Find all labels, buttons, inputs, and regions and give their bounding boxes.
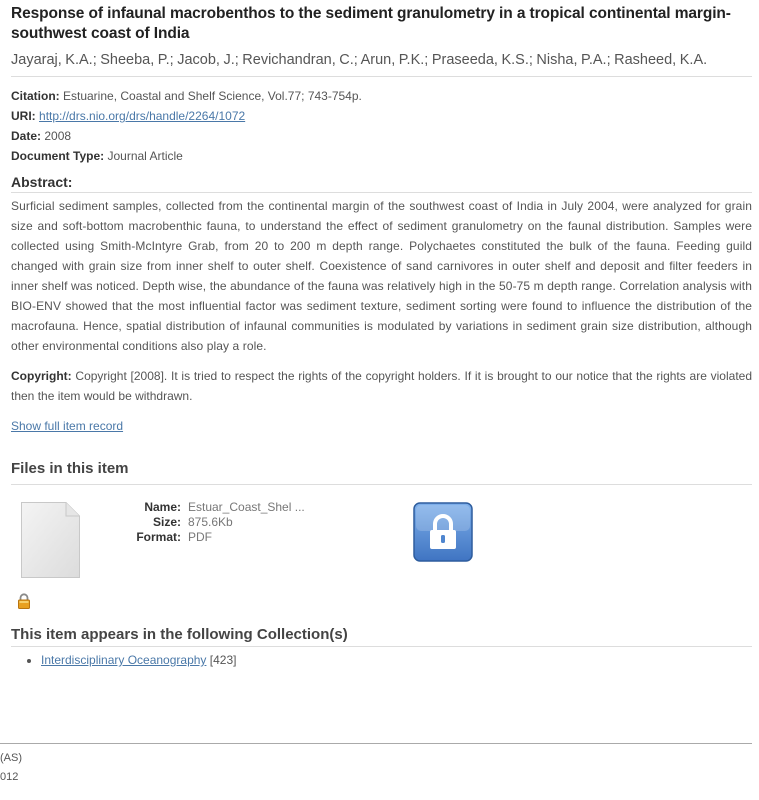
copyright-text: Copyright [2008]. It is tried to respect the rights of the copyright holders. If it is brought to our notice that the rights are violated then the item would be withdrawn.	[11, 369, 752, 403]
collections-section	[11, 625, 752, 670]
citation-row	[11, 86, 752, 106]
full-record-row	[11, 416, 752, 436]
doctype-value: Journal Article	[107, 149, 183, 163]
file-format-row	[126, 530, 305, 545]
doctype-row	[11, 146, 752, 166]
item-authors: Jayaraj, K.A.; Sheeba, P.; Jacob, J.; Revichandran, C.; Arun, P.K.; Praseeda, K.S.; Nisha, P.A.; Rasheed, K.A.	[11, 52, 708, 68]
uri-label: URI:	[11, 109, 36, 123]
item-metadata	[11, 86, 752, 166]
files-heading: Files in this item	[11, 460, 129, 477]
copyright-label: Copyright:	[11, 369, 72, 383]
footer-divider	[0, 743, 752, 744]
file-format-value: PDF	[188, 530, 212, 544]
file-format-label: Format:	[136, 530, 181, 544]
access-restricted-icon[interactable]	[413, 502, 473, 562]
footer-line-1: (AS)	[0, 752, 22, 764]
divider	[11, 76, 752, 77]
citation-label: Citation:	[11, 89, 60, 103]
files-section	[11, 485, 752, 625]
file-name-value: Estuar_Coast_Shel ...	[188, 500, 305, 514]
date-row	[11, 126, 752, 146]
item-page	[11, 0, 752, 670]
padlock-icon	[16, 593, 32, 609]
file-size-value: 875.6Kb	[188, 515, 233, 529]
file-size-label: Size:	[152, 515, 181, 529]
file-size-row	[126, 515, 305, 530]
abstract-heading: Abstract:	[11, 174, 73, 190]
document-thumbnail-icon[interactable]	[21, 502, 80, 578]
file-name-label: Name:	[144, 500, 181, 514]
date-label: Date:	[11, 129, 42, 143]
list-item	[41, 650, 752, 670]
collection-count: [423]	[209, 653, 237, 667]
show-full-record-link[interactable]: Show full item record	[11, 419, 124, 433]
divider	[11, 646, 752, 647]
uri-link[interactable]: http://drs.nio.org/drs/handle/2264/1072	[39, 109, 246, 123]
item-title: Response of infaunal macrobenthos to the sediment granulometry in a tropical continental margin-southwest coast of India	[11, 5, 731, 42]
footer-line-2: 012	[0, 771, 19, 783]
citation-value: Estuarine, Coastal and Shelf Science, Vol.77; 743-754p.	[63, 89, 362, 103]
divider	[11, 192, 752, 193]
collections-list	[11, 650, 752, 670]
copyright-statement	[11, 366, 752, 406]
doctype-label: Document Type:	[11, 149, 105, 163]
collection-link[interactable]: Interdisciplinary Oceanography	[41, 653, 207, 667]
file-name-row	[126, 500, 305, 515]
uri-row	[11, 106, 752, 126]
date-value: 2008	[44, 129, 72, 143]
abstract-text: Surficial sediment samples, collected from the continental margin of the southwest coast of India in July 2004, were analyzed for grain size and soft-bottom macrobenthic fauna, to understand the effect of sediment granulometry on the faunal distribution. Samples were collected using Smith-McIntyre Grab, from 20 to 200 m depth range. Polychaetes constituted the bulk of the fauna. Feeding guild changed with grain size from inner shelf to outer shelf. Coexistence of sand carnivores in outer shelf and deposit and filter feeders in inner shelf was noticed. Depth wise, the abundance of the fauna was relatively high in the 50-75 m depth range. Correlation analysis with BIO-ENV showed that the most influential factor was sediment texture, sediment sorting were found to influence the distribution of the macrofauna. Hence, spatial distribution of infaunal communities is modulated by variations in sediment grain size distribution, although other environmental conditions also play a role.	[11, 199, 752, 353]
collections-heading: This item appears in the following Collection(s)	[11, 626, 348, 643]
file-metadata	[126, 500, 305, 545]
